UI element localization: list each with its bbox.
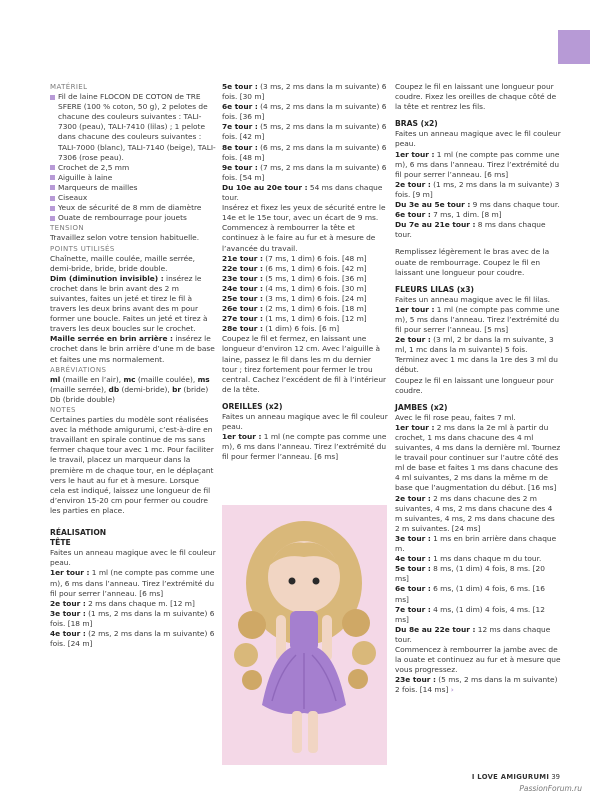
jambes-round (395, 625, 561, 645)
materiel-item: Yeux de sécurité de 8 mm de diamètre (50, 203, 216, 213)
round-text: 1 ml (ne compte pas comme une m), 5 ms dans l’anneau. Tirez l’extrémité du fil pour serrer l’anneau. [5 ms] (395, 304, 560, 335)
round-text: (6 ms, 2 ms dans la m suivante) 6 fois. [48 m] (222, 142, 387, 162)
points-heading: POINTS UTILISÉS (50, 244, 115, 253)
doll-photo (222, 505, 387, 765)
abbr: db (108, 384, 120, 394)
round-text: (3 ms, 1 dim) 6 fois. [24 m] (262, 293, 367, 303)
round-text: (5 ms, 1 dim) 6 fois. [36 m] (262, 273, 367, 283)
abbr: br (172, 384, 182, 394)
tete-round (222, 254, 388, 264)
round-text: 1 ms en brin arrière dans chaque m. (395, 533, 557, 554)
msba-definition (50, 334, 216, 364)
oreilles-finish-text: Coupez le fil en laissant une longueur pour coudre. Fixez les oreilles de chaque côté de la tête et rentrez les fils. (395, 82, 557, 112)
materiel-heading: MATÉRIEL (50, 83, 88, 91)
abbr-def: (maille en l’air), (60, 374, 124, 384)
bras-round (395, 150, 561, 180)
bras-finish-text: Remplissez légèrement le bras avec de la ouate de rembourrage. Coupez le fil en laissant une longueur pour coudre. (395, 247, 550, 277)
round-label: 27e tour : (222, 314, 263, 324)
bras-round (395, 210, 561, 220)
jambes-intro: Avec le fil rose peau, faites 7 ml. (395, 412, 516, 422)
section-tab (558, 30, 590, 64)
round-label: Du 7e au 21e tour : (395, 220, 476, 230)
round-label: 6e tour : (395, 210, 431, 220)
bras-round (395, 220, 561, 240)
fleurs-intro: Faites un anneau magique avec le fil lilas. (395, 294, 551, 304)
round-text: (4 ms, 1 dim) 6 fois. [30 m] (262, 283, 367, 293)
materiel-item: Crochet de 2,5 mm (50, 163, 216, 173)
jambes-round (395, 564, 561, 584)
round-text: 2 ms dans chaque m. [12 m] (85, 598, 195, 608)
materiel-item: Ciseaux (50, 193, 216, 203)
abreviations-heading: ABRÉVIATIONS (50, 365, 107, 374)
tete-round (222, 314, 388, 324)
fleurs-heading: FLEURS LILAS (x3) (395, 284, 474, 294)
bras-round (395, 200, 561, 210)
dress-bodice (290, 611, 318, 651)
msba-label: Maille serrée en brin arrière : (50, 334, 173, 344)
round-label: 2e tour : (395, 493, 431, 503)
abbr-def: (maille coulée), (135, 374, 198, 384)
round-text: (6 ms, 1 dim) 6 fois. [42 m] (262, 263, 367, 273)
round-label: 26e tour : (222, 304, 263, 314)
abbr-def: (demi-bride), (119, 384, 173, 394)
abreviations-text (50, 375, 216, 405)
round-label: 25e tour : (222, 293, 263, 303)
tete-round (50, 599, 216, 609)
dim-text: insérez le crochet dans le brin avant des 2 m suivantes, faites un jeté et tirez le fil à travers les deux brins avant des m pour former une boucle. Faites un jeté et tirez à travers les deux boucles sur le crochet. (50, 273, 208, 334)
jambes-round (395, 423, 561, 494)
round-text: 4 ms, (1 dim) 4 fois, 4 ms. [12 ms] (395, 604, 545, 624)
round-label: 4e tour : (395, 554, 431, 564)
round-label: 1er tour : (395, 149, 435, 159)
tete-heading: TÊTE (50, 538, 71, 548)
column-3 (395, 82, 561, 695)
round-text: 1 ms dans chaque m du tour. (430, 554, 542, 564)
abbr: ml (50, 374, 61, 384)
doll-eye (289, 578, 296, 585)
doll-illustration (222, 505, 387, 765)
hair-curl (234, 643, 258, 667)
bras-heading: BRAS (x2) (395, 119, 438, 129)
materiel-item: Aiguille à laine (50, 173, 216, 183)
round-text: 1 ml (ne compte pas comme une m), 6 ms dans l’anneau. Tirez l’extrémité du fil pour serrer l’anneau. [6 ms] (50, 568, 215, 598)
notes-heading: NOTES (50, 406, 76, 414)
abbr-def: (bride) Db (bride double) (50, 384, 209, 404)
round-label: 8e tour : (222, 142, 258, 152)
round-text: (1 ms, 2 ms dans la m suivante) 3 fois. [9 m] (395, 179, 560, 199)
hair-curl (242, 670, 262, 690)
round-text: 2 ms dans la 2e ml à partir du crochet, 1 ms dans chacune des 4 ml suivantes, 4 ms dans la dernière ml. Tournez le travail pour continuer sur l’autre côté des ml de base et faites 1 ms dans chacune des 4 ml suivantes, 2 ms dans la même m de base que l’augmentation du début. [16 ms] (395, 422, 561, 493)
tete-round (222, 183, 388, 203)
dim-label: Dim (diminution invisible) : (50, 273, 164, 283)
round-label: 1er tour : (222, 432, 262, 442)
jambes-round (395, 534, 561, 554)
round-label: 7e tour : (222, 122, 258, 132)
round-text: 8 ms, (1 dim) 4 fois, 8 ms. [20 ms] (395, 564, 545, 584)
tete-round (222, 304, 388, 314)
doll-leg (308, 711, 318, 753)
round-label: 2e tour : (395, 179, 431, 189)
tete-round (222, 102, 388, 122)
page-footer (472, 773, 560, 781)
round-text: (1 ms, 1 dim) 6 fois. [12 m] (262, 314, 367, 324)
insert-eyes-text: Insérez et fixez les yeux de sécurité entre le 14e et le 15e tour, avec un écart de 9 ms. Commencez à rembourrer la tête et continuez à le faire au fur et à mesure de l’avancée du travail. (222, 203, 386, 253)
fleurs-round (395, 335, 561, 375)
round-label: 23e tour : (222, 273, 263, 283)
jambes-stuff-text: Commencez à rembourrer la jambe avec de la ouate et continuez au fur et à mesure que vous progressez. (395, 644, 561, 675)
round-text: (2 ms, 2 ms dans la m suivante) 6 fois. [24 m] (50, 628, 215, 649)
round-label: 23e tour : (395, 675, 436, 685)
round-text: (4 ms, 2 ms dans la m suivante) 6 fois. [36 m] (222, 102, 387, 122)
round-label: 24e tour : (222, 283, 263, 293)
jambes-round (395, 675, 561, 695)
oreilles-heading: OREILLES (x2) (222, 401, 283, 411)
jambes-round (395, 584, 561, 604)
round-text: 8 ms dans chaque tour. (395, 220, 546, 240)
doll-leg (292, 711, 302, 753)
materiel-item: Marqueurs de mailles (50, 183, 216, 193)
tete-finish-text: Coupez le fil et fermez, en laissant une longueur d’environ 12 cm. Avec l’aiguille à laine, passez le fil dans les m du dernier tour ; tirez fortement pour fermer le trou central. Cachez l’excédent de fil à l’intérieur de la tête. (222, 334, 387, 394)
jambes-round (395, 494, 561, 534)
round-label: 2e tour : (395, 335, 431, 345)
round-label: 5e tour : (222, 82, 258, 91)
round-label: 28e tour : (222, 324, 263, 334)
round-text: (7 ms, 2 ms dans la m suivante) 6 fois. [54 m] (222, 162, 387, 182)
round-label: 1er tour : (50, 568, 90, 578)
materiel-item: Ouate de rembourrage pour jouets (50, 213, 216, 223)
oreilles-intro: Faites un anneau magique avec le fil couleur peau. (222, 412, 388, 432)
tete-round (222, 274, 388, 284)
notes-text: Certaines parties du modèle sont réalisées avec la méthode amigurumi, c’est-à-dire en travaillant en spirale continue de ms sans fermer chaque tour avec 1 mc. Pour faciliter le travail, placez un marqueur dans la première m de chaque tour, en le déplaçant vers le haut au fur et à mesure. Lorsque cela est indiqué, laissez une longueur de fil d’environ 15-20 cm pour fermer ou coudre les parties en place. (50, 415, 214, 515)
round-text: 1 ml (ne compte pas comme une m), 6 ms dans l’anneau. Tirez l’extrémité du fil pour fermer l’anneau. [6 ms] (222, 432, 387, 462)
footer-brand: I LOVE AMIGURUMI (471, 773, 550, 781)
jambes-heading: JAMBES (x2) (395, 402, 448, 412)
round-label: 1er tour : (395, 422, 435, 432)
round-text: 2 ms dans chacune des 2 m suivantes, 4 ms, 2 ms dans chacune des 4 m suivantes, 4 ms, 2 ms dans chacune des 2 m suivantes. [24 ms] (395, 493, 555, 533)
round-label: Du 8e au 22e tour : (395, 624, 476, 634)
tete-round (222, 284, 388, 294)
materiel-item: Fil de laine FLOCON DE COTON de TRE SFERE (100 % coton, 50 g), 2 pelotes de chacune des couleurs suivantes : TALI-7300 (peau), TALI-7410 (lilas) ; 1 pelote dans chacune des couleurs suivantes : TALI-7000 (blanc), TALI-7140 (beige), TALI-7306 (rose peau). (50, 92, 216, 163)
round-label: 3e tour : (395, 533, 431, 543)
tete-round (50, 568, 216, 598)
round-text: (5 ms, 2 ms dans la m suivante) 6 fois. [42 m] (222, 122, 387, 142)
tete-round (50, 629, 216, 649)
round-label: 3e tour : (50, 608, 86, 618)
round-text: 1 ml (ne compte pas comme une m), 6 ms dans l’anneau. Tirez l’extrémité du fil pour serrer l’anneau. [6 ms] (395, 149, 560, 179)
tete-intro: Faites un anneau magique avec le fil couleur peau. (50, 548, 216, 568)
oreilles-round (222, 432, 388, 462)
round-label: 4e tour : (50, 628, 86, 638)
fleurs-finish-text: Coupez le fil en laissant une longueur pour coudre. (395, 375, 554, 395)
tension-text: Travaillez selon votre tension habituelle. (50, 233, 200, 243)
tete-round (222, 163, 388, 183)
round-label: 5e tour : (395, 564, 431, 574)
points-intro: Chaînette, maille coulée, maille serrée, demi-bride, bride, bride double. (50, 253, 196, 273)
tete-round (222, 122, 388, 142)
hair-curl (342, 609, 370, 637)
abbr: ms (197, 374, 210, 384)
round-label: 6e tour : (395, 584, 431, 594)
round-text: (5 ms, 2 ms dans la m suivante) 2 fois. [14 ms] (395, 675, 558, 695)
realisation-heading: RÉALISATION (50, 528, 107, 538)
column-1 (50, 82, 216, 649)
round-text: (2 ms, 1 dim) 6 fois. [18 m] (262, 304, 367, 314)
fleurs-round (395, 305, 561, 335)
round-text: 7 ms, 1 dim. [8 m] (430, 210, 502, 220)
round-label: 2e tour : (50, 598, 86, 608)
round-text: (3 ms, 2 ms dans la m suivante) 6 fois. [30 m] (222, 82, 387, 102)
round-text: 6 ms, (1 dim) 4 fois, 6 ms. [16 ms] (395, 584, 545, 604)
round-label: 7e tour : (395, 604, 431, 614)
tete-round (222, 143, 388, 163)
tete-round (222, 264, 388, 274)
doll-eye (313, 578, 320, 585)
round-text: (7 ms, 1 dim) 6 fois. [48 m] (262, 253, 367, 263)
round-text: 54 ms dans chaque tour. (222, 182, 383, 203)
hair-curl (238, 611, 266, 639)
tete-round (222, 324, 388, 334)
round-text: 9 ms dans chaque tour. (470, 200, 560, 210)
round-label: 9e tour : (222, 162, 258, 172)
round-label: Du 3e au 5e tour : (395, 200, 471, 210)
tension-heading: TENSION (50, 224, 84, 233)
jambes-round (395, 554, 561, 564)
tete-round (222, 294, 388, 304)
dim-definition (50, 274, 216, 335)
bras-intro: Faites un anneau magique avec le fil couleur peau. (395, 129, 561, 149)
hair-curl (352, 641, 376, 665)
watermark: PassionForum.ru (519, 784, 582, 793)
round-label: 6e tour : (222, 102, 258, 112)
column-2 (222, 82, 388, 462)
tete-round (50, 609, 216, 629)
bras-round (395, 180, 561, 200)
round-label: 1er tour : (395, 304, 435, 314)
hair-curl (348, 669, 368, 689)
abbr: mc (123, 374, 136, 384)
jambes-round (395, 605, 561, 625)
tete-round (222, 82, 388, 102)
materiel-list (50, 92, 216, 223)
round-label: 21e tour : (222, 253, 263, 263)
round-text: 12 ms dans chaque tour. (395, 624, 551, 644)
round-text: (1 dim) 6 fois. [6 m] (262, 324, 340, 334)
round-text: (3 ml, 2 br dans la m suivante, 3 ml, 1 mc dans la m suivante) 5 fois. Terminez avec 1 mc dans la 1re des 3 ml du début. (395, 335, 558, 375)
round-label: Du 10e au 20e tour : (222, 182, 308, 192)
page-number: 39 (551, 773, 560, 781)
abbr-def: (maille serrée), (50, 384, 109, 394)
continue-arrow-icon: › (450, 685, 454, 695)
round-text: (1 ms, 2 ms dans la m suivante) 6 fois. [18 m] (50, 608, 215, 628)
round-label: 22e tour : (222, 263, 263, 273)
msba-text: insérez le crochet dans le brin arrière d’une m de base et faites une ms normalement. (50, 334, 215, 364)
